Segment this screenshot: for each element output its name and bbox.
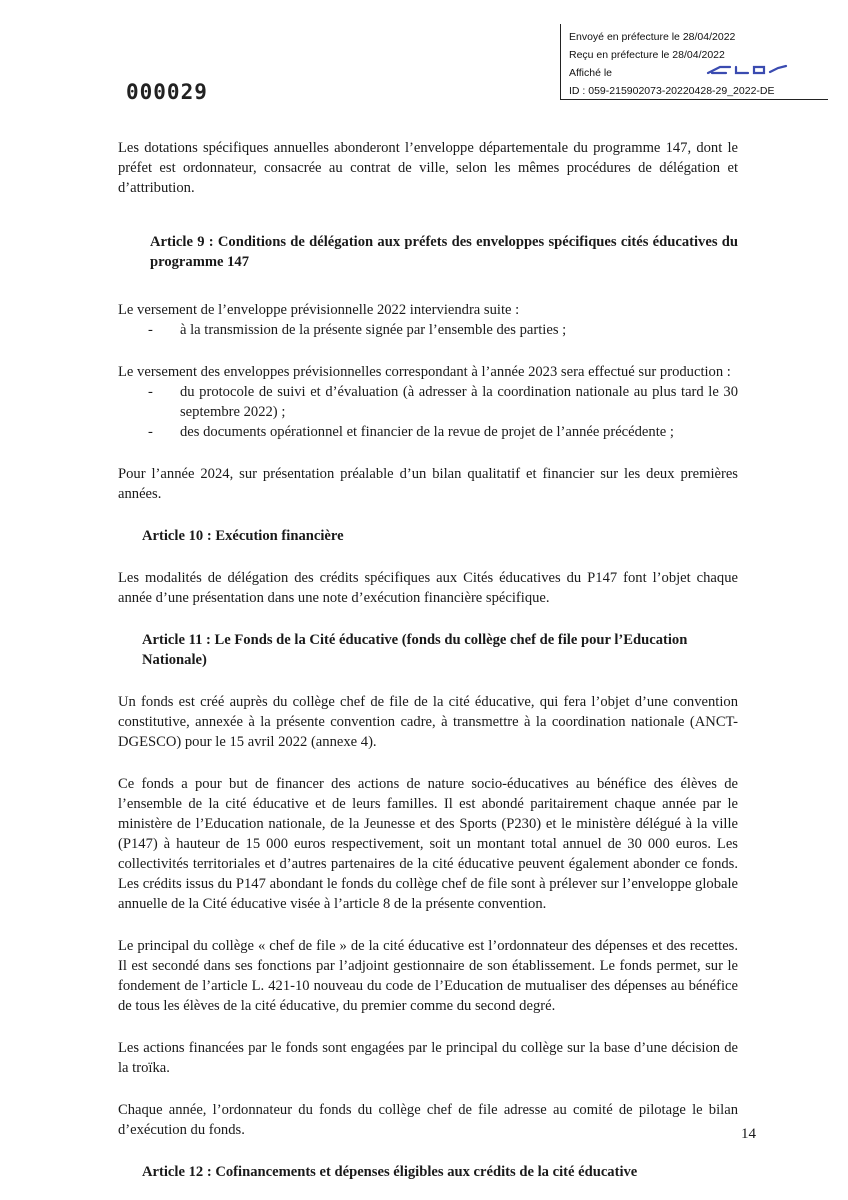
paragraph: Les modalités de délégation des crédits spécifiques aux Cités éducatives du P147 font l’objet chaque année d’une présentation dans une note d’exécution financière spécifique. [118,570,738,606]
slo-signature-logo [706,64,788,76]
dash-list [118,320,738,340]
prefecture-stamp [560,24,828,100]
list-item: - des documents opérationnel et financier de la revue de projet de l’année précédente ; [148,422,738,442]
article-11-heading: Article 11 : Le Fonds de la Cité éducative (fonds du collège chef de file pour l’Education Nationale) [142,632,688,668]
paragraph: Un fonds est créé auprès du collège chef de file de la cité éducative, qui fera l’objet d’une convention constitutive, annexée à la présente convention cadre, à transmettre à la coordination nationale (ANCT-DGESCO) pour le 15 avril 2022 (annexe 4). [118,694,738,750]
dash-list [118,382,738,442]
paragraph: Les dotations spécifiques annuelles abonderont l’enveloppe départementale du programme 147, dont le préfet est ordonnateur, consacrée au contrat de ville, selon les mêmes procédures de délégation et d’attribution. [118,140,738,196]
document-body [118,138,738,1182]
article-10-heading: Article 10 : Exécution financière [142,528,344,544]
list-item: - à la transmission de la présente signée par l’ensemble des parties ; [148,320,738,340]
document-number: 000029 [126,80,208,104]
article-12-heading: Article 12 : Cofinancements et dépenses éligibles aux crédits de la cité éducative [142,1164,638,1180]
paragraph: Le principal du collège « chef de file » de la cité éducative est l’ordonnateur des dépenses et des recettes. Il est secondé dans ses fonctions par l’adjoint gestionnaire de son établissement. Le fonds permet, sur le fondement de l’article L. 421-10 nouveau du code de l’Education de mutualiser des dépenses au bénéfice de tous les élèves de la cité éducative, du premier comme du second degré. [118,938,738,1014]
paragraph: Les actions financées par le fonds sont engagées par le principal du collège sur la base d’une décision de la troïka. [118,1040,738,1076]
paragraph: Le versement des enveloppes prévisionnelles correspondant à l’année 2023 sera effectué sur production : [118,364,731,380]
paragraph: Chaque année, l’ordonnateur du fonds du collège chef de file adresse au comité de pilotage le bilan d’exécution du fonds. [118,1102,738,1138]
paragraph: Ce fonds a pour but de financer des actions de nature socio-éducatives au bénéfice des élèves de l’ensemble de la cité éducative et de leurs familles. Il est abondé paritairement chaque année par le ministère de l’Education nationale, de la Jeunesse et des Sports (P230) et le ministère délégué à la ville (P147) à hauteur de 15 000 euros respectivement, soit un montant total annuel de 30 000 euros. Les collectivités territoriales et d’autres partenaires de la cité éducative peuvent également abonder ce fonds. Les crédits issus du P147 abondant le fonds du collège chef de file sont à prélever sur l’enveloppe globale annuelle de la Cité éducative visée à l’article 8 de la présente convention. [118,776,738,912]
stamp-received-date: Reçu en préfecture le 28/04/2022 [569,49,725,61]
paragraph: Le versement de l’enveloppe prévisionnelle 2022 interviendra suite : [118,302,520,318]
stamp-sent-date: Envoyé en préfecture le 28/04/2022 [569,31,736,43]
stamp-id: ID : 059-215902073-20220428-29_2022-DE [569,85,775,97]
stamp-posted: Affiché le [569,67,612,79]
paragraph: Pour l’année 2024, sur présentation préalable d’un bilan qualitatif et financier sur les deux premières années. [118,466,738,502]
list-item: - du protocole de suivi et d’évaluation (à adresser à la coordination nationale au plus tard le 30 septembre 2022) ; [148,382,738,422]
article-9-heading: Article 9 : Conditions de délégation aux préfets des enveloppes spécifiques cités éducatives du programme 147 [150,234,738,270]
page-number: 14 [741,1126,756,1142]
